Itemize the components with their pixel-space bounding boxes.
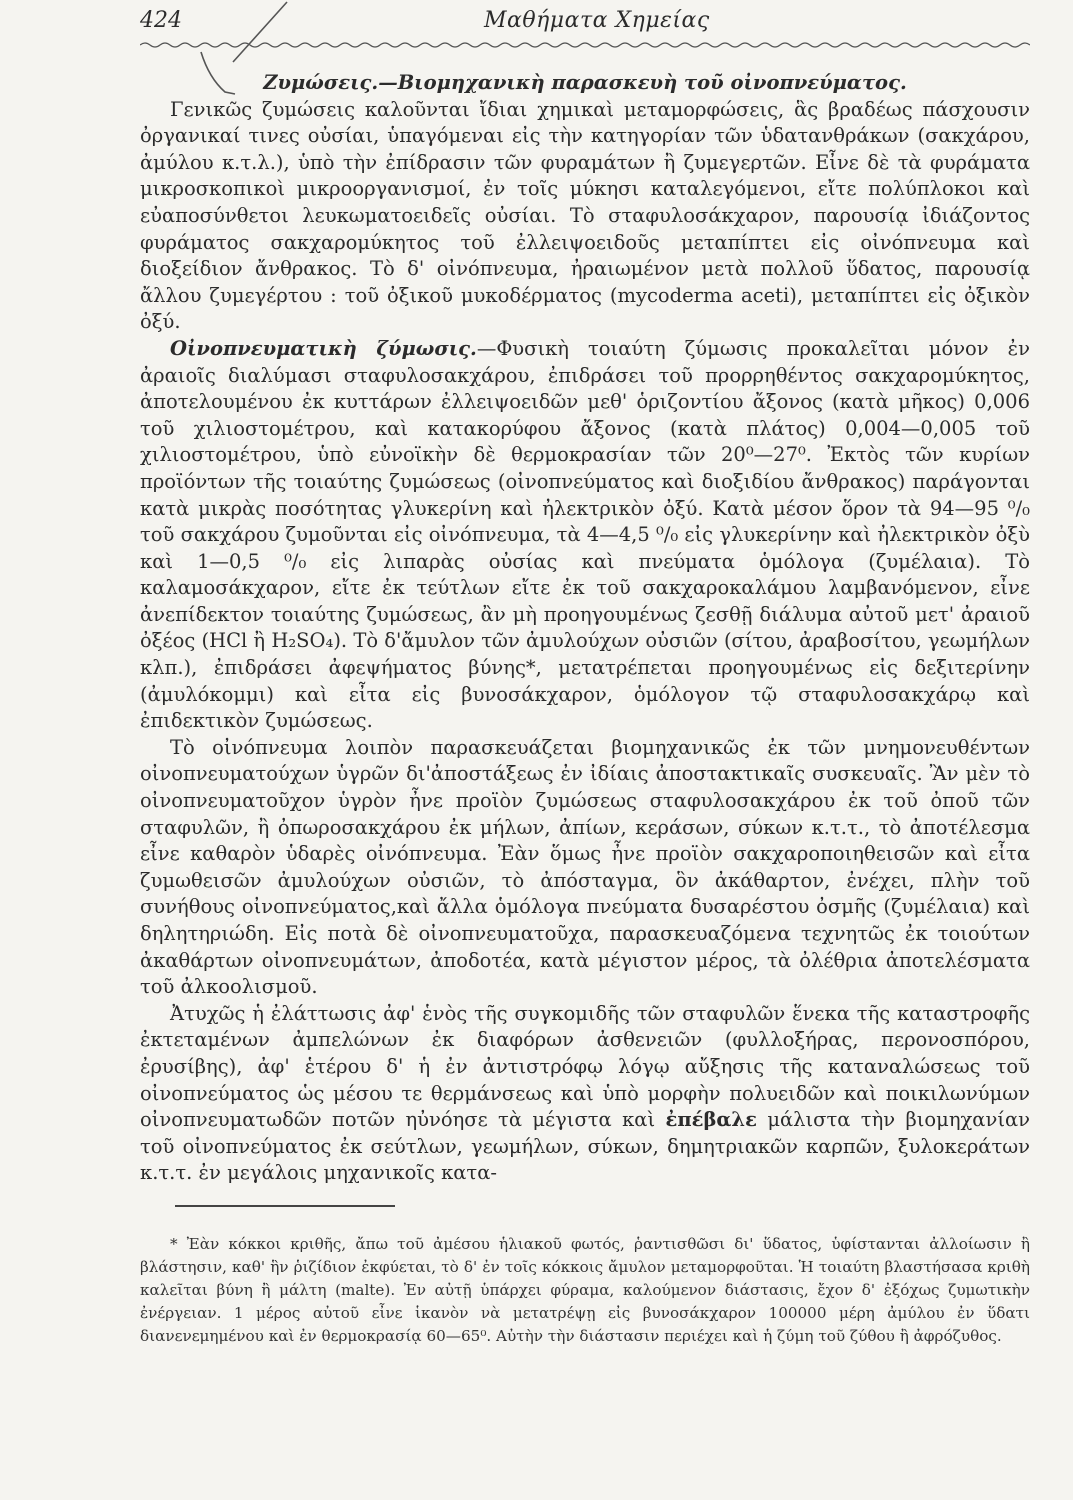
footnote: * Ἐὰν κόκκοι κριθῆς, ἄπω τοῦ ἀμέσου ἡλιακοῦ φωτός, ῥαντισθῶσι δι' ὕδατος, ὑφίστανται ἀλλοίωσιν ἢ βλάστησιν, καθ' ἣν ῥιζίδιον ἐκφύεται, τὸ δ' ἐν τοῖς κόκκοις ἄμυλον μεταμορφοῦται. Ἡ τοιαύτη βλαστήσασα κριθὴ καλεῖται βύνη ἢ μάλτη (malte). Ἐν αὐτῇ ὑπάρχει φύραμα, καλούμενον διάστασις, ἔχον δ' ἐξόχως ζυμωτικὴν ἐνέργειαν. 1 μέρος αὐτοῦ εἶνε ἱκανὸν νὰ μετατρέψῃ εἰς βυνοσάκχαρον 100000 μέρη ἀμύλου ἐν ὕδατι διανενεμημένου καὶ ἐν θερμοκρασίᾳ 60—65⁰. Αὐτὴν τὴν διάστασιν περιέχει καὶ ἡ ζύμη τοῦ ζύθου ἢ ἀφρόζυθος. (140, 1235, 1030, 1346)
paragraph-1: Γενικῶς ζυμώσεις καλοῦνται ἴδιαι χημικαὶ μεταμορφώσεις, ἃς βραδέως πάσχουσιν ὀργανικαί τινες οὐσίαι, ὑπαγόμεναι εἰς τὴν κατηγορίαν τῶν ὑδατανθράκων (σακχάρου, ἀμύλου κ.τ.λ.), ὑπὸ τὴν ἐπίδρασιν τῶν φυραμάτων ἢ ζυμεγερτῶν. Εἶνε δὲ τὰ φυράματα μικροσκοπικοὶ μικροοργανισμοί, ἐν τοῖς μύκησι καταλεγόμενοι, εἴτε πολύπλοκοι καὶ εὐαποσύνθετοι λευκωματοειδεῖς οὐσίαι. Τὸ σταφυλοσάκχαρον, παρουσίᾳ ἰδιάζοντος φυράματος σακχαρομύκητος τοῦ ἐλλειψοειδοῦς μεταπίπτει εἰς οἰνόπνευμα καὶ διοξείδιον ἄνθρακος. Τὸ δ' οἰνόπνευμα, ἠραιωμένον μετὰ πολλοῦ ὕδατος, παρουσίᾳ ἄλλου ζυμεγέρτου : τοῦ ὀξικοῦ μυκοδέρματος (mycoderma aceti), μεταπίπτει εἰς ὀξικὸν ὀξύ. (140, 97, 1030, 334)
paragraph-4-text: Ἀτυχῶς ἡ ἐλάττωσις ἀφ' ἑνὸς τῆς συγκομιδῆς τῶν σταφυλῶν ἕνεκα τῆς καταστροφῆς ἐκτεταμένων ἀμπελώνων ἐκ διαφόρων ἀσθενειῶν (φυλλοξήρας, περονοσπόρου, ἐρυσίβης), ἀφ' ἑτέρου δ' ἡ ἐν ἀντιστρόφῳ λόγῳ αὔξησις τῆς καταναλώσεως τοῦ οἰνοπνεύματος ὡς μέσου τε θερμάνσεως καὶ ὑπὸ μορφὴν πολυειδῶν καὶ ποικιλωνύμων οἰνοπνευματωδῶν ποτῶν ηὐνόησε τὰ μέγιστα καὶ (140, 1001, 1030, 1132)
paragraph-2 (140, 336, 1030, 735)
page-header (140, 8, 1040, 44)
subheading: Οἰνοπνευματικὴ ζύμωσις. (170, 336, 477, 360)
header-wavy-rule (140, 40, 1030, 50)
section-title: Ζυμώσεις.—Βιομηχανικὴ παρασκευὴ τοῦ οἰνοπνεύματος. (263, 71, 907, 94)
footnote-divider (175, 1205, 395, 1207)
running-title: Μαθήματα Χημείας (484, 8, 710, 33)
paragraph-4 (140, 1001, 1030, 1187)
paragraph-3: Τὸ οἰνόπνευμα λοιπὸν παρασκευάζεται βιομηχανικῶς ἐκ τῶν μνημονευθέντων οἰνοπνευματούχων ὑγρῶν δι'ἀποστάξεως ἐν ἰδίαις ἀποστακτικαῖς συσκευαῖς. Ἂν μὲν τὸ οἰνοπνευματοῦχον ὑγρὸν ἦνε προϊὸν ζυμώσεως σταφυλοσακχάρου ἐκ τοῦ ὀποῦ τῶν σταφυλῶν, ἢ ὀπωροσακχάρου ἐκ μήλων, ἀπίων, κεράσων, σύκων κ.τ.τ., τὸ ἀποτέλεσμα εἶνε καθαρὸν ὑδαρὲς οἰνόπνευμα. Ἐὰν ὅμως ἦνε προϊὸν σακχαροποιηθεισῶν καὶ εἶτα ζυμωθεισῶν ἀμυλούχων οὐσιῶν, τὸ ἀπόσταγμα, ὃν ἀκάθαρτον, ἐνέχει, πλὴν τοῦ συνήθους οἰνοπνεύματος,καὶ ἄλλα ὁμόλογα πνεύματα δυσαρέστου ὀσμῆς (ζυμέλαια) καὶ δηλητηριώδη. Εἰς ποτὰ δὲ οἰνοπνευματοῦχα, παρασκευαζόμενα τεχνητῶς ἐκ τοιούτων ἀκαθάρτων οἰνοπνευμάτων, ἀποδοτέα, κατὰ μέγιστον μέρος, τὰ ὀλέθρια ἀποτελέσματα τοῦ ἀλκοολισμοῦ. (140, 735, 1030, 999)
paragraph-2-text: —Φυσικὴ τοιαύτη ζύμωσις προκαλεῖται μόνον ἐν ἀραιοῖς διαλύμασι σταφυλοσακχάρου, ἐπιδράσει τοῦ προρρηθέντος σακχαρομύκητος, ἀποτελουμένου ἐκ κυττάρων ἐλλειψοειδῶν μεθ' ὁριζοντίου ἄξονος (κατὰ μῆκος) 0,006 τοῦ χιλιοστομέτρου, καὶ κατακορύφου ἄξονος (κατὰ πλάτος) 0,004—0,005 τοῦ χιλιοστομέτρου, ὑπὸ εὐνοϊκὴν δὲ θερμοκρασίαν τῶν 20⁰—27⁰. Ἐκτὸς τῶν κυρίων προϊόντων τῆς τοιαύτης ζυμώσεως (οἰνοπνεύματος καὶ διοξιδίου ἄνθρακος) παράγονται κατὰ μικρὰς ποσότητας γλυκερίνη καὶ ἠλεκτρικὸν ὀξύ. Κατὰ μέσον ὅρον τὰ 94—95 ⁰/₀ τοῦ σακχάρου ζυμοῦνται εἰς οἰνόπνευμα, τὰ 4—4,5 ⁰/₀ εἰς γλυκερίνην καὶ ἠλεκτρικὸν ὀξὺ καὶ 1—0,5 ⁰/₀ εἰς λιπαρὰς οὐσίας καὶ πνεύματα ὁμόλογα (ζυμέλαια). Τὸ καλαμοσάκχαρον, εἴτε ἐκ τεύτλων εἴτε ἐκ τοῦ σακχαροκαλάμου λαμβανόμενον, εἶνε ἀνεπίδεκτον τοιαύτης ζυμώσεως, ἂν μὴ προηγουμένως ζεσθῇ διάλυμα αὐτοῦ μετ' ἀραιοῦ ὀξέος (HCl ἢ H₂SO₄). Τὸ δ'ἄμυλον τῶν ἀμυλούχων οὐσιῶν (σίτου, ἀραβοσίτου, γεωμήλων κλπ.), ἐπιδράσει ἀφεψήματος βύνης*, μετατρέπεται προηγουμένως εἰς δεξιτερίνην (ἀμυλόκομμι) καὶ εἶτα εἰς βυνοσάκχαρον, ὁμόλογον τῷ σταφυλοσακχάρῳ καὶ ἐπιδεκτικὸν ζυμώσεως. (140, 336, 1030, 733)
paragraph-4-text-end: μάλιστα τὴν βιομηχανίαν τοῦ οἰνοπνεύματος ἐκ σεύτλων, γεωμήλων, σύκων, δημητριακῶν καρπῶν, ξυλοκεράτων κ.τ.τ. ἐν μεγάλοις μηχανικοῖς κατα- (140, 1108, 1031, 1185)
main-text (140, 70, 1030, 1187)
page-number: 424 (140, 8, 182, 33)
emphasis-word: ἐπέβαλε (665, 1108, 757, 1132)
